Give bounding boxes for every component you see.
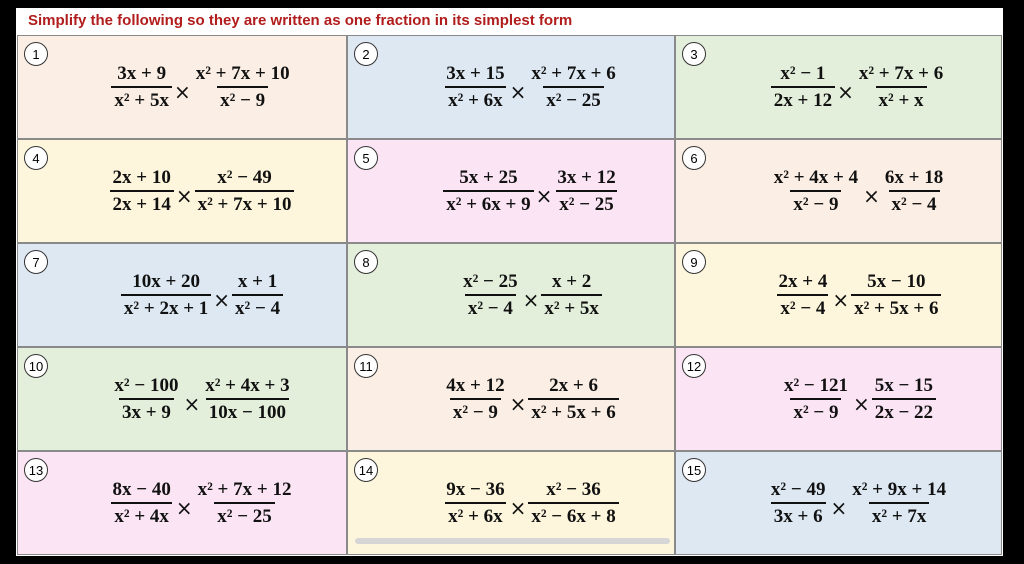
second-numerator: 6x + 18	[884, 167, 944, 188]
fraction-product	[68, 472, 336, 534]
first-numerator: x² − 121	[783, 375, 848, 396]
fraction-product	[398, 472, 664, 534]
first-numerator: 2x + 10	[112, 167, 171, 188]
question-grid	[17, 35, 1002, 555]
first-fraction	[111, 61, 172, 113]
second-fraction	[856, 61, 946, 113]
question-number: 10	[24, 354, 48, 378]
first-fraction	[771, 165, 861, 217]
second-denominator: x² − 25	[214, 502, 275, 529]
first-fraction	[121, 269, 211, 321]
question-cell-8	[347, 243, 675, 347]
multiply-sign: ×	[837, 80, 854, 104]
first-numerator: 3x + 9	[117, 63, 167, 84]
first-fraction	[111, 373, 181, 425]
question-cell-6	[675, 139, 1002, 243]
second-denominator: x² − 25	[543, 86, 604, 113]
fraction-product	[726, 264, 991, 326]
second-numerator: 5x − 10	[867, 271, 926, 292]
multiply-sign: ×	[830, 496, 848, 520]
second-denominator: 2x − 22	[872, 398, 936, 425]
first-fraction	[443, 477, 507, 529]
first-denominator: 2x + 12	[771, 86, 835, 113]
second-denominator: x² + 5x + 6	[528, 398, 618, 425]
question-cell-3	[675, 35, 1002, 139]
second-numerator: x² + 7x + 12	[197, 479, 292, 500]
first-numerator: 5x + 25	[459, 167, 518, 188]
question-cell-13	[17, 451, 347, 555]
second-denominator: x² − 9	[217, 86, 268, 113]
question-number: 8	[354, 250, 378, 274]
second-fraction	[202, 373, 292, 425]
fraction-product	[726, 472, 991, 534]
second-numerator: x² + 7x + 6	[858, 63, 944, 84]
first-fraction	[443, 165, 533, 217]
question-number: 5	[354, 146, 378, 170]
multiply-sign: ×	[183, 392, 201, 416]
multiply-sign: ×	[535, 184, 553, 208]
question-cell-9	[675, 243, 1002, 347]
fraction-product	[68, 368, 336, 430]
second-denominator: 10x − 100	[206, 398, 289, 425]
question-cell-10	[17, 347, 347, 451]
second-denominator: x² + 7x	[869, 502, 930, 529]
first-fraction	[110, 165, 174, 217]
first-denominator: x² + 6x + 9	[443, 190, 533, 217]
first-numerator: x² − 1	[780, 63, 826, 84]
first-fraction	[768, 477, 829, 529]
multiply-sign: ×	[832, 288, 850, 312]
question-cell-15	[675, 451, 1002, 555]
second-fraction	[554, 165, 618, 217]
fraction-product	[398, 56, 664, 118]
fraction-product	[726, 368, 991, 430]
second-numerator: x² − 49	[217, 167, 272, 188]
question-number: 3	[682, 42, 706, 66]
second-fraction	[528, 477, 618, 529]
fraction-product	[726, 160, 991, 222]
fraction-product	[68, 264, 336, 326]
question-cell-12	[675, 347, 1002, 451]
question-number: 12	[682, 354, 706, 378]
first-fraction	[110, 477, 174, 529]
question-cell-11	[347, 347, 675, 451]
question-number: 2	[354, 42, 378, 66]
second-fraction	[195, 165, 295, 217]
first-denominator: x² + 2x + 1	[121, 294, 211, 321]
multiply-sign: ×	[509, 80, 527, 104]
fraction-product	[68, 56, 336, 118]
second-denominator: x² + 5x	[541, 294, 602, 321]
second-fraction	[232, 269, 283, 321]
question-number: 14	[354, 458, 378, 482]
first-fraction	[460, 269, 521, 321]
first-fraction	[776, 269, 831, 321]
first-numerator: 3x + 15	[446, 63, 505, 84]
second-numerator: 2x + 6	[549, 375, 598, 396]
second-fraction	[882, 165, 946, 217]
second-fraction	[528, 373, 618, 425]
worksheet-title: Simplify the following so they are written as one fraction in its simplest form	[28, 12, 573, 29]
question-number: 13	[24, 458, 48, 482]
question-number: 9	[682, 250, 706, 274]
multiply-sign: ×	[175, 496, 193, 520]
question-number: 6	[682, 146, 706, 170]
first-fraction	[771, 61, 835, 113]
question-cell-4	[17, 139, 347, 243]
first-numerator: 9x − 36	[446, 479, 505, 500]
second-fraction	[872, 373, 936, 425]
question-cell-1	[17, 35, 347, 139]
question-number: 1	[24, 42, 48, 66]
first-denominator: x² + 5x	[111, 86, 172, 113]
first-numerator: x² − 49	[770, 479, 826, 500]
first-numerator: 4x + 12	[446, 375, 505, 396]
second-numerator: x² + 7x + 10	[195, 63, 290, 84]
first-denominator: 2x + 14	[110, 190, 174, 217]
second-numerator: x + 2	[551, 271, 592, 292]
multiply-sign: ×	[852, 392, 870, 416]
first-denominator: x² + 6x	[445, 502, 506, 529]
first-numerator: 10x + 20	[132, 271, 201, 292]
first-fraction	[781, 373, 851, 425]
second-denominator: x² + x	[876, 86, 927, 113]
first-numerator: x² + 4x + 4	[773, 167, 859, 188]
second-numerator: x² + 9x + 14	[852, 479, 947, 500]
multiply-sign: ×	[522, 288, 540, 312]
multiply-sign: ×	[863, 184, 880, 208]
first-denominator: x² − 4	[465, 294, 516, 321]
second-fraction	[528, 61, 618, 113]
question-number: 15	[682, 458, 706, 482]
first-denominator: x² + 6x	[445, 86, 506, 113]
second-denominator: x² − 4	[232, 294, 283, 321]
second-numerator: 3x + 12	[557, 167, 616, 188]
second-fraction	[193, 61, 293, 113]
horizontal-scrollbar[interactable]	[355, 538, 670, 544]
first-denominator: x² + 4x	[111, 502, 172, 529]
second-denominator: x² − 6x + 8	[528, 502, 618, 529]
first-denominator: x² − 9	[790, 190, 841, 217]
question-cell-2	[347, 35, 675, 139]
second-numerator: 5x − 15	[874, 375, 934, 396]
first-denominator: 3x + 6	[771, 502, 826, 529]
first-numerator: 2x + 4	[778, 271, 828, 292]
fraction-product	[398, 368, 664, 430]
fraction-product	[726, 56, 991, 118]
second-numerator: x² + 7x + 6	[531, 63, 616, 84]
second-denominator: x² + 7x + 10	[195, 190, 295, 217]
fraction-product	[68, 160, 336, 222]
first-numerator: x² − 100	[114, 375, 179, 396]
multiply-sign: ×	[175, 184, 193, 208]
second-numerator: x + 1	[237, 271, 278, 292]
first-fraction	[443, 373, 507, 425]
second-numerator: x² − 36	[546, 479, 601, 500]
first-denominator: x² − 9	[790, 398, 841, 425]
second-denominator: x² − 4	[889, 190, 940, 217]
fraction-product	[398, 160, 664, 222]
first-numerator: x² − 25	[463, 271, 518, 292]
question-cell-5	[347, 139, 675, 243]
multiply-sign: ×	[213, 288, 231, 312]
second-fraction	[851, 269, 941, 321]
question-number: 7	[24, 250, 48, 274]
multiply-sign: ×	[509, 392, 527, 416]
second-denominator: x² − 25	[556, 190, 617, 217]
question-cell-7	[17, 243, 347, 347]
question-number: 4	[24, 146, 48, 170]
second-numerator: x² + 4x + 3	[205, 375, 290, 396]
fraction-product	[398, 264, 664, 326]
second-denominator: x² + 5x + 6	[851, 294, 941, 321]
first-denominator: x² − 9	[450, 398, 501, 425]
multiply-sign: ×	[509, 496, 527, 520]
second-fraction	[195, 477, 295, 529]
first-fraction	[443, 61, 507, 113]
question-number: 11	[354, 354, 378, 378]
second-fraction	[541, 269, 602, 321]
worksheet-slide	[16, 8, 1003, 556]
first-denominator: x² − 4	[777, 294, 828, 321]
first-numerator: 8x − 40	[112, 479, 171, 500]
first-denominator: 3x + 9	[119, 398, 174, 425]
multiply-sign: ×	[173, 80, 191, 104]
second-fraction	[849, 477, 949, 529]
